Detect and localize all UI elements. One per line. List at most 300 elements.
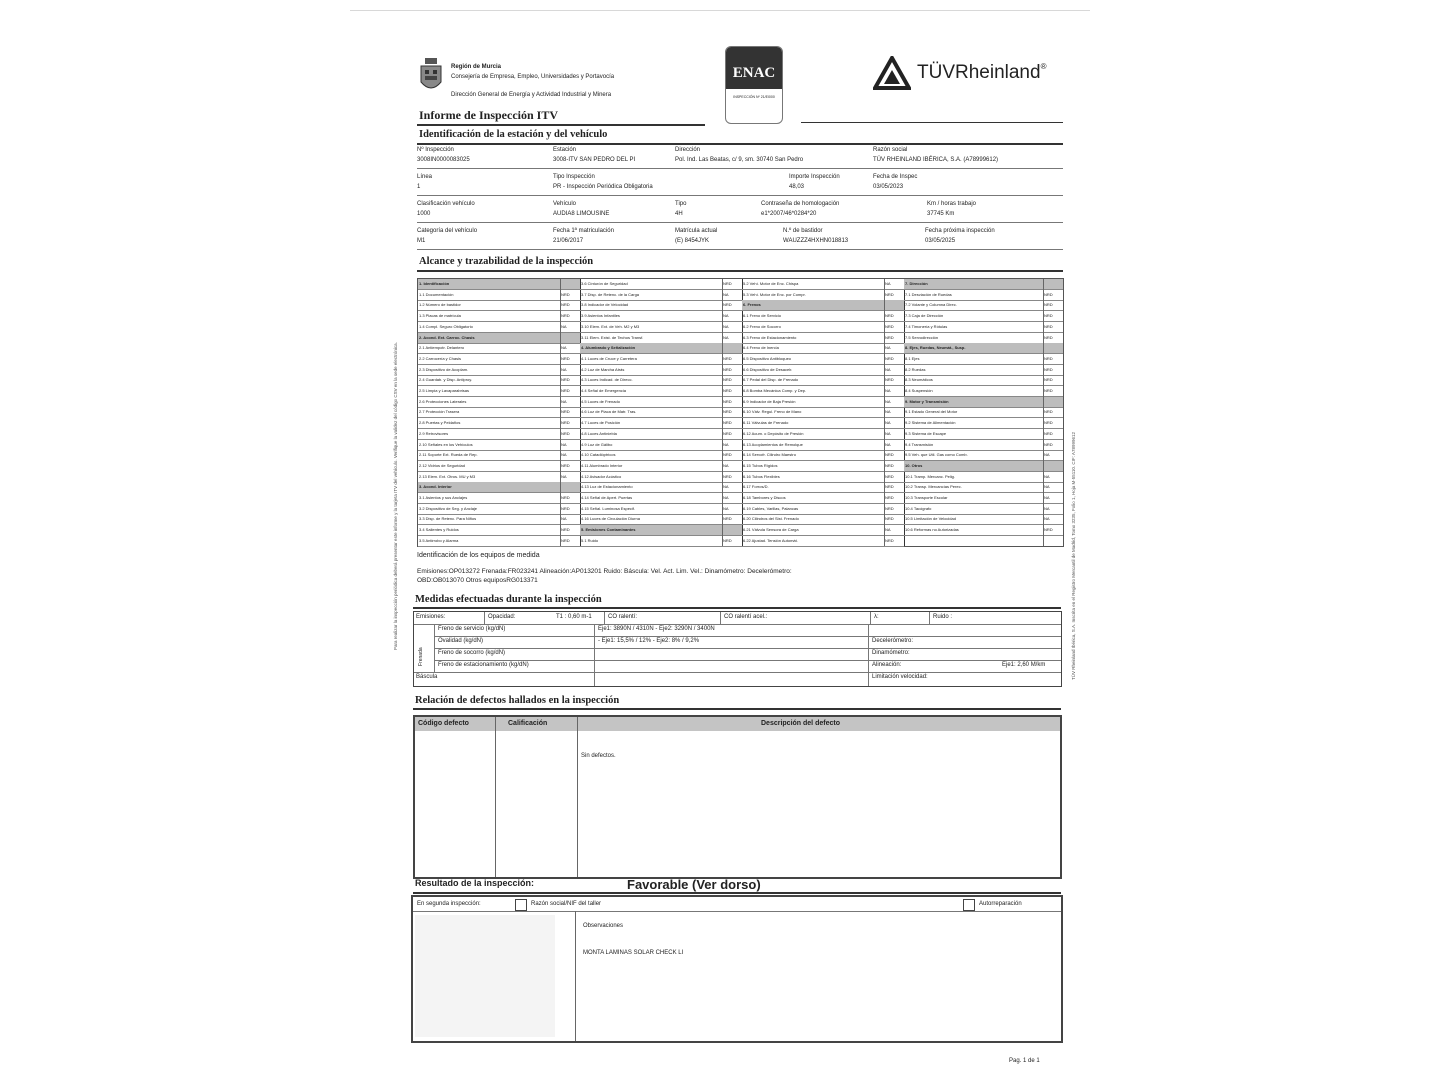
scope-item-name: 2.10 Señales en los Vehículos [419,441,473,447]
scope-group-header [418,482,580,493]
scope-item [904,354,1063,365]
scope-item-status: NA [1044,495,1050,500]
scope-item-name: 5. Emisiones Contaminantes [581,527,636,533]
result-rule [413,892,1061,894]
scope-item-status: NA [1044,484,1050,490]
result-value: Favorable (Ver dorso) [627,877,761,892]
emissions-label: Emisiones: [416,614,446,620]
scope-item-status: NA [723,291,729,297]
enac-subtitle: INSPECCIÓN Nº 21/EI000 [733,95,775,99]
scope-item [418,322,580,333]
scope-item [580,300,742,311]
scope-item [742,504,904,515]
scope-item [742,354,904,365]
scope-item [904,482,1063,493]
scope-item [580,429,742,440]
scope-item [742,493,904,504]
scope-item-name: 7.5 Servodirección [905,334,939,340]
co-idle-label: CO ralentí: [608,614,638,620]
ident-field-value: 03/05/2025 [925,238,956,244]
scope-item [580,365,742,376]
scope-item-status: NRD [561,537,570,543]
scope-item-name: 2.2 Carrocería y Chasis [419,355,462,361]
scope-item-status: NA [561,452,567,458]
scope-item-status: NA [723,313,729,319]
scope-item-name: 6.6 Dispositivo de Desacelr. [743,366,793,372]
scope-item-name: 4.3 Luces Indicad. de Direcc. [581,377,633,383]
scope-item [742,429,904,440]
scope-item [742,418,904,429]
scope-item-status: NRD [723,398,732,404]
workshop-label: Razón social/NIF del taller [531,901,602,907]
scope-item-status: NA [723,495,729,500]
scope-item [742,450,904,461]
scope-item-status: NA [723,462,729,468]
scope-item [742,472,904,483]
scope-item-name: 4.10 Catadióptricos [581,452,616,458]
scope-item [904,290,1063,301]
scope-item [418,440,580,451]
scope-item-name: 4.1 Luces de Cruce y Carretera [581,355,637,361]
scope-item [742,386,904,397]
report-title: Informe de Inspección ITV [419,108,559,122]
scope-item-name: 6.5 Dispositivo Antibloqueo [743,355,792,361]
scope-item-status: NRD [1044,302,1053,308]
title-rule [417,124,705,126]
ident-field-label: Fecha de Inspec [873,174,918,180]
scope-item [742,290,904,301]
org-line-2: Consejería de Empresa, Empleo, Universidades y Portavocía [451,74,615,80]
org-line-3: Dirección General de Energía y Actividad Industrial y Minera [451,92,612,98]
opacity-label: Opacidad: [488,614,516,620]
scope-item-name: 3.3 Disp. de Retenc. Para Niños [419,516,477,522]
scope-item-status: NA [885,345,891,351]
enac-seal [725,46,783,124]
scope-item [418,504,580,515]
measures-title: Medidas efectuadas durante la inspección [415,594,602,605]
ident-field-value: 03/05/2023 [873,184,904,190]
scope-item-status: NA [723,323,729,329]
scope-item [418,386,580,397]
scope-item-name: 5.2 Vehí. Motor de Enc. Chispa [743,281,799,286]
alignment-label: Alineación: [872,662,902,668]
scope-item-name: 10.1 Tramp. Mercanc. Pelig. [905,473,956,479]
scope-item-status: NRD [1044,334,1053,340]
scope-item-status: NA [885,398,891,404]
scope-item-name: 4.9 Luz de Gálibo [581,441,613,447]
ident-field-label: Fecha próxima inspección [925,228,995,234]
scope-item-status: NRD [885,291,894,297]
scope-item-status: NA [723,505,729,511]
scope-item-name: 3.6 Cinturón de Seguridad [581,281,628,286]
scope-item [580,418,742,429]
scope-item [418,407,580,418]
scope-item-status: NRD [885,537,894,543]
scope-item-status: NRD [561,302,570,308]
scope-item-status: NRD [1044,527,1053,533]
scope-item-name: 4.15 Señal. Luminosa Especif. [581,505,636,511]
ident-field-label: Tipo [675,201,687,207]
scope-item-name: 5.1 Ruido [581,537,599,543]
scope-item-name: 6.16 Tubos Flexibles [743,473,780,479]
scope-item [418,343,580,354]
scope-group-header [580,525,742,536]
scope-item-name: 4.4 Señal de Emergencia [581,388,626,393]
defect-description-header: Descripción del defecto [761,720,840,727]
scope-item-name: 4.7 Luces de Posición [581,420,621,426]
scope-item-name: 6.7 Pedal del Disp. de Frenado [743,377,799,383]
scope-item-name: 2.6 Protecciones Laterales [419,398,467,404]
scope-item-status: NRD [1044,313,1053,319]
scope-group-header [904,461,1063,472]
scope-item-name: 2.9 Retrovisores [419,430,449,436]
top-divider [350,10,1090,11]
ident-field-label: Dirección [675,147,701,153]
scope-item-name: 9.5 Veh. que Util. Gas como Comb. [905,452,968,458]
defect-code-header: Código defecto [418,720,469,727]
scale-label: Báscula [416,674,438,680]
scope-item-name: 4.8 Luces Antiniebla [581,430,617,436]
ident-field-label: Fecha 1ª matriculación [553,228,614,234]
ident-row-divider [417,168,1063,169]
scope-item-status: NRD [885,355,894,361]
scope-item-status: NRD [1044,441,1053,447]
scope-item-name: 4.11 Alumbrado Interior [581,462,623,468]
scope-item-status: NA [561,473,567,479]
enac-label: ENAC [732,65,776,81]
parking-brake-label: Freno de estacionamiento (kg/dN) [438,662,529,668]
scope-item-status: NA [885,527,891,533]
scope-item-status: NRD [1044,323,1053,329]
scope-column [904,279,1063,546]
result-label: Resultado de la inspección: [415,878,535,888]
ident-field-value: 1000 [417,211,431,217]
scope-item-name: 6.10 Válv. Regul. Freno de Mano [743,409,802,415]
scope-item-status: NRD [885,323,894,329]
scope-item [580,333,742,344]
scope-item-name: 3.8 Indicador de Velocidad [581,302,629,308]
second-inspection-label: En segunda inspección: [417,901,481,907]
self-repair-label: Autorreparación [979,901,1022,907]
scope-item-name: 3.5 Antirrobo y Alarma [419,537,459,543]
scope-item [742,365,904,376]
ident-field-value: (E) 8454JYK [675,238,710,244]
scope-item-name: 3.9 Asientos Infantiles [581,313,620,319]
scope-item [742,461,904,472]
scope-item [418,525,580,536]
scope-item-name: 6.17 Forros/D. [743,484,769,490]
scope-item [580,472,742,483]
speed-limitation-label: Limitación velocidad: [872,674,928,680]
scope-item-name: 10.5 Limitación de Velocidad [905,516,956,522]
scope-item-name: 3.2 Dispositivo de Seg. y Anclaje [419,505,478,511]
self-repair-checkbox[interactable] [963,899,975,911]
alignment-value: Eje1: 2,60 M/km [1002,662,1046,668]
ident-field-value: 48,03 [789,184,805,190]
scope-item [418,461,580,472]
ident-field-label: Tipo Inspección [553,174,595,180]
ident-field-value: TÜV RHEINLAND IBÉRICA, S.A. (A78999612) [873,157,999,163]
scope-item-name: 7.1 Desviación de Ruedas [905,291,952,297]
tuv-brand [917,62,1046,84]
equipment-label: Identificación de los equipos de medida [417,552,540,559]
scope-item [418,493,580,504]
scope-item [580,440,742,451]
scope-item [418,365,580,376]
scope-item-name: 2. Acond. Ext. Carroc. Chasis [419,334,475,340]
opacity-value: T1 : 0,60 m-1 [556,614,592,620]
scope-item [904,375,1063,386]
scope-item [742,311,904,322]
scope-item-name: 6.21 Válvula Sensora de Carga [743,527,799,533]
scope-rule [417,270,1063,272]
scope-item-status: NA [885,281,891,286]
scope-item-name: 2.3 Dispositivo de Acoplam. [419,366,469,372]
scope-item-name: 8.4 Suspensión [905,388,933,393]
scope-item [904,525,1063,536]
scope-item [904,493,1063,504]
scope-item-name: 2.8 Puertas y Peldaños [419,420,461,426]
scope-item [742,525,904,536]
ident-row-divider [417,249,1063,250]
scope-item-status: NRD [561,527,570,533]
scope-item-name: 7.4 Timonería y Rótulas [905,323,948,329]
scope-item-status: NA [1044,505,1050,511]
scope-item-name: 3.11 Elem. Exist. de Techos Transf. [581,334,644,340]
scope-item [742,375,904,386]
scope-item-name: 4.2 Luz de Marcha Atrás [581,366,625,372]
scope-item [742,536,904,547]
scope-item-name: 7.2 Volante y Columna Direc. [905,302,957,308]
ident-row-divider [417,222,1063,223]
scope-item-name: 1.4 Compl. Seguro Obligatorio [419,323,473,329]
scope-item [742,397,904,408]
scope-item-status: NRD [723,281,732,286]
scope-item-name: 2.5 Limpia y Lavaparabrisas [419,388,470,393]
scope-item-status: NRD [1044,420,1053,426]
scope-item-name: 6. Frenos [743,302,761,308]
scope-item-status: NA [885,366,891,372]
defect-rating-header: Calificación [508,720,548,727]
scope-item-status: NRD [723,409,732,415]
scope-item [904,365,1063,376]
scope-item [418,397,580,408]
scope-item-name: 9.4 Transmisión [905,441,934,447]
scope-item-status: NRD [723,430,732,436]
scope-item-name: 3. Acond. Interior [419,484,452,490]
scope-item [742,407,904,418]
scope-item [904,504,1063,515]
scope-item-status: NRD [561,462,570,468]
scope-group-header [904,343,1063,354]
defects-title: Relación de defectos hallados en la inspección [415,695,620,706]
scope-item [418,514,580,525]
scope-item [580,375,742,386]
scope-item-name: 2.7 Protección Trasera [419,409,460,415]
ovality-label: Ovalidad (kg/dN) [438,638,484,644]
co-idle-accel-label: CO ralentí acel.: [724,614,768,620]
scope-item [418,536,580,547]
title-rule-right [801,122,1063,123]
scope-item-name: 6.20 Cilindros del Sist. Frenado [743,516,799,522]
ident-field-value: 3008-ITV SAN PEDRO DEL PI [553,157,636,163]
scope-group-header [742,300,904,311]
scope-item-status: NA [885,430,891,436]
tuv-brand-text: TÜVRheinland [917,62,1041,83]
redacted-stamp-area [415,915,555,1037]
scope-item-status: NRD [723,366,732,372]
scope-item-status: NRD [723,302,732,308]
scope-item-name: 4. Alumbrado y Señalización [581,345,636,351]
scope-item-status: NRD [885,505,894,511]
scope-item-name: 3.4 Salientes y Ruidos [419,527,459,533]
scope-item [418,354,580,365]
ident-field-value: M1 [417,238,426,244]
ident-field-value: WAUZZZ4HXHN018813 [783,238,849,244]
scope-item-status: NRD [885,377,894,383]
scope-item-name: 1.1 Documentación [419,291,454,297]
scope-status-divider [722,279,723,546]
scope-item-status: NRD [723,537,732,543]
lambda-label: λ: [874,614,879,620]
scope-item-status: NRD [885,462,894,468]
scope-item [904,440,1063,451]
scope-item-name: 6.15 Tubos Rígidos [743,462,778,468]
scope-item-status: NA [561,323,567,329]
second-inspection-box [411,895,1063,1043]
ident-field-label: Importe Inspección [789,174,840,180]
scope-item-name: 9.1 Estado General del Motor [905,409,958,415]
ident-field-value: e1*2007/46*0284*20 [761,211,817,217]
scope-status-divider [1043,279,1044,546]
scope-item-name: 4.6 Luz de Placa de Matr. Tras. [581,409,637,415]
scope-item [742,333,904,344]
scope-item-status: NA [885,409,891,415]
defects-table [413,715,1062,879]
scope-item-status: NRD [1044,430,1053,436]
scope-item-status: NRD [561,420,570,426]
scope-item-status: NA [561,441,567,447]
ident-field-value: 37745 Km [927,211,955,217]
scope-item [904,322,1063,333]
scope-item-name: 6.9 Indicador de Baja Presión [743,398,796,404]
scope-item [904,429,1063,440]
scope-item [904,514,1063,525]
ident-field-value: 21/06/2017 [553,238,584,244]
scope-column [580,279,742,546]
scope-item-name: 6.2 Freno de Socorro [743,323,781,329]
observations-label: Observaciones [583,923,624,929]
scope-item-name: 4.12 Avisador Acústico [581,473,622,479]
ident-field-label: Categoría del vehículo [417,228,478,234]
scope-item-status: NRD [561,388,570,393]
scope-item-name: 4.13 Luz de Estacionamiento [581,484,633,490]
scope-item [580,461,742,472]
left-side-note: Para realizar la inspección periódica deberá presentar este informe y la tarjeta ITV del vehículo. Verifique la validez del código CSV en la sede electrónica. [393,342,398,650]
scope-title: Alcance y trazabilidad de la inspección [419,256,594,267]
ident-field-value: 1 [417,184,421,190]
scope-item-name: 9. Motor y Transmisión [905,398,949,404]
scope-item-status: NRD [885,516,894,522]
scope-column [418,279,580,546]
ident-field-label: Nº Inspección [417,147,454,153]
tuv-triangle-logo-icon [873,56,911,90]
scope-item [418,418,580,429]
scope-item-status: NA [561,345,567,351]
scope-item-name: 2.13 Elem. Ext. Otros. MU y M3 [419,473,476,479]
scope-item [904,300,1063,311]
measures-rule [413,607,1061,609]
scope-item [580,407,742,418]
scope-group-header [904,279,1063,290]
scope-item-status: NRD [561,377,570,383]
ident-field-value: 3008IN0000083025 [417,157,470,163]
service-brake-value: Eje1: 3890N / 4310N - Eje2: 3290N / 3400N [598,626,715,632]
scope-item-name: 7. Dirección [905,281,928,286]
scope-item [580,482,742,493]
scope-item-status: NA [885,441,891,447]
braking-label: Frenada [418,647,424,666]
scope-item [580,450,742,461]
scope-item-name: 3.7 Disp. de Retenc. de la Carga [581,291,640,297]
scope-item-name: 2.12 Vidrios de Seguridad [419,462,465,468]
scope-item [904,407,1063,418]
scope-item-name: 6.13 Acoplamientos de Remolque [743,441,803,447]
scope-item-status: NRD [561,430,570,436]
scope-item-name: 5.3 Vehí. Motor de Enc. por Compr. [743,291,806,297]
scope-item [580,279,742,290]
scope-item-status: NRD [561,409,570,415]
scope-item [580,493,742,504]
ident-field-label: Matrícula actual [675,228,718,234]
scope-item-name: 10.2 Transp. Mercancías Perec. [905,484,962,490]
scope-item-name: 10.3 Transporte Escolar [905,495,948,500]
scope-item-status: NA [561,516,567,522]
ident-field-value: PR - Inspección Periódica Obligatoria [553,184,653,190]
ident-field-label: Km / horas trabajo [927,201,977,207]
scope-item-name: 6.1 Freno de Servicio [743,313,782,319]
scope-item-status: NRD [885,452,894,458]
scope-item [580,504,742,515]
ident-field-label: Estación [553,147,577,153]
scope-item-name: 6.8 Bomba Mecánica Comp. y Dep. [743,388,807,393]
scope-table [417,278,1064,547]
scope-item [742,482,904,493]
scope-status-divider [560,279,561,546]
scope-item-name: 6.19 Cables, Varillas, Palancas [743,505,799,511]
ident-row-divider [417,195,1063,196]
measures-table [413,611,1062,687]
scope-item-name: 4.5 Luces de Frenado [581,398,620,404]
org-line-1: Región de Murcia [451,64,502,70]
scope-item-status: NRD [723,452,732,458]
scope-item-status: NRD [561,313,570,319]
ident-field-value: AUDIA8 LIMOUSINE [553,211,610,217]
scope-item [580,386,742,397]
workshop-checkbox[interactable] [515,899,527,911]
scope-item-status: NRD [1044,355,1053,361]
murcia-coat-of-arms-icon [419,58,443,96]
scope-item-status: NRD [723,388,732,393]
defects-rule [413,708,1061,710]
scope-item-name: 6.18 Tambores y Discos [743,495,786,500]
scope-item [904,472,1063,483]
scope-item [580,514,742,525]
scope-item [904,311,1063,322]
scope-item-status: NRD [1044,377,1053,383]
scope-status-divider [884,279,885,546]
scope-item-name: 6.22 Ajustad. Tensión Automát. [743,537,798,543]
